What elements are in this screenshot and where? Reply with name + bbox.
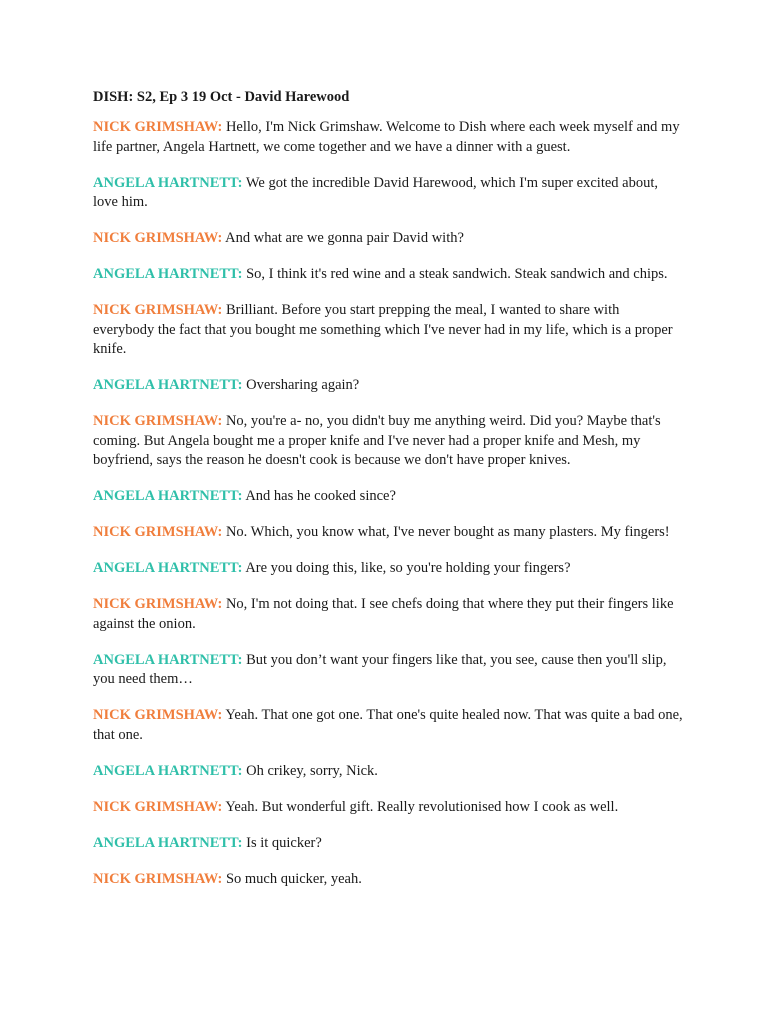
line-text: Is it quicker? [246, 834, 322, 851]
speaker-label: NICK GRIMSHAW: [93, 119, 223, 135]
transcript-line [93, 376, 683, 396]
line-text: And what are we gonna pair David with? [225, 230, 464, 246]
line-text: Brilliant. Before you start prepping the meal, I wanted to share with everybody the fact that you bought me something which I've never had in my life, which is a proper knife. [93, 302, 673, 357]
transcript-line [93, 706, 683, 745]
line-text: Oh crikey, sorry, Nick. [246, 762, 378, 779]
speaker-label: NICK GRIMSHAW: [93, 707, 223, 723]
line-text: Hello, I'm Nick Grimshaw. Welcome to Dish where each week myself and my life partner, Angela Hartnett, we come together and we have a dinner with a guest. [93, 119, 680, 155]
speaker-label: ANGELA HARTNETT: [93, 834, 243, 851]
speaker-label: NICK GRIMSHAW: [93, 230, 223, 246]
speaker-label: NICK GRIMSHAW: [93, 798, 223, 815]
speaker-label: ANGELA HARTNETT: [93, 377, 243, 393]
transcript-line [93, 523, 683, 543]
line-text: So, I think it's red wine and a steak sandwich. Steak sandwich and chips. [246, 266, 668, 282]
line-text: But you don’t want your fingers like that, you see, cause then you'll slip, you need them… [93, 651, 667, 687]
line-text: And has he cooked since? [245, 488, 396, 504]
speaker-label: ANGELA HARTNETT: [93, 266, 243, 282]
line-text: Are you doing this, like, so you're holding your fingers? [245, 560, 571, 576]
line-text: Yeah. But wonderful gift. Really revolutionised how I cook as well. [225, 798, 619, 815]
speaker-label: ANGELA HARTNETT: [93, 651, 243, 668]
line-text: We got the incredible David Harewood, which I'm super excited about, love him. [93, 174, 659, 210]
speaker-label: NICK GRIMSHAW: [93, 596, 223, 612]
speaker-label: ANGELA HARTNETT: [93, 560, 243, 576]
transcript-line [93, 834, 683, 854]
line-text: Yeah. That one got one. That one's quite healed now. That was quite a bad one, that one. [93, 707, 683, 743]
speaker-label: NICK GRIMSHAW: [93, 524, 223, 540]
speaker-label: ANGELA HARTNETT: [93, 488, 243, 504]
transcript-line [93, 595, 683, 634]
transcript-line [93, 412, 683, 471]
speaker-label: ANGELA HARTNETT: [93, 174, 243, 191]
speaker-label: ANGELA HARTNETT: [93, 762, 243, 779]
speaker-label: NICK GRIMSHAW: [93, 413, 223, 429]
document-title: DISH: S2, Ep 3 19 Oct - David Harewood [93, 89, 350, 105]
transcript-line [93, 870, 683, 890]
transcript-line [93, 265, 683, 285]
line-text: No, I'm not doing that. I see chefs doing that where they put their fingers like against the onion. [93, 596, 674, 632]
line-text: So much quicker, yeah. [225, 870, 362, 887]
transcript-line [93, 174, 683, 213]
transcript-line [93, 301, 683, 360]
transcript-line [93, 559, 683, 579]
transcript-line [93, 229, 683, 249]
speaker-label: NICK GRIMSHAW: [93, 302, 223, 318]
transcript-line [93, 118, 683, 157]
transcript-page [93, 88, 683, 906]
transcript-line [93, 798, 683, 818]
line-text: Oversharing again? [246, 377, 360, 393]
transcript-line [93, 762, 683, 782]
transcript-line [93, 487, 683, 507]
speaker-label: NICK GRIMSHAW: [93, 870, 223, 887]
transcript-line [93, 651, 683, 690]
line-text: No, you're a- no, you didn't buy me anything weird. Did you? Maybe that's coming. But Angela bought me a proper knife and I've never had a proper knife and Mesh, my boyfriend, says the reason he doesn't cook is because we don't have proper knives. [93, 413, 661, 468]
line-text: No. Which, you know what, I've never bought as many plasters. My fingers! [225, 524, 670, 540]
